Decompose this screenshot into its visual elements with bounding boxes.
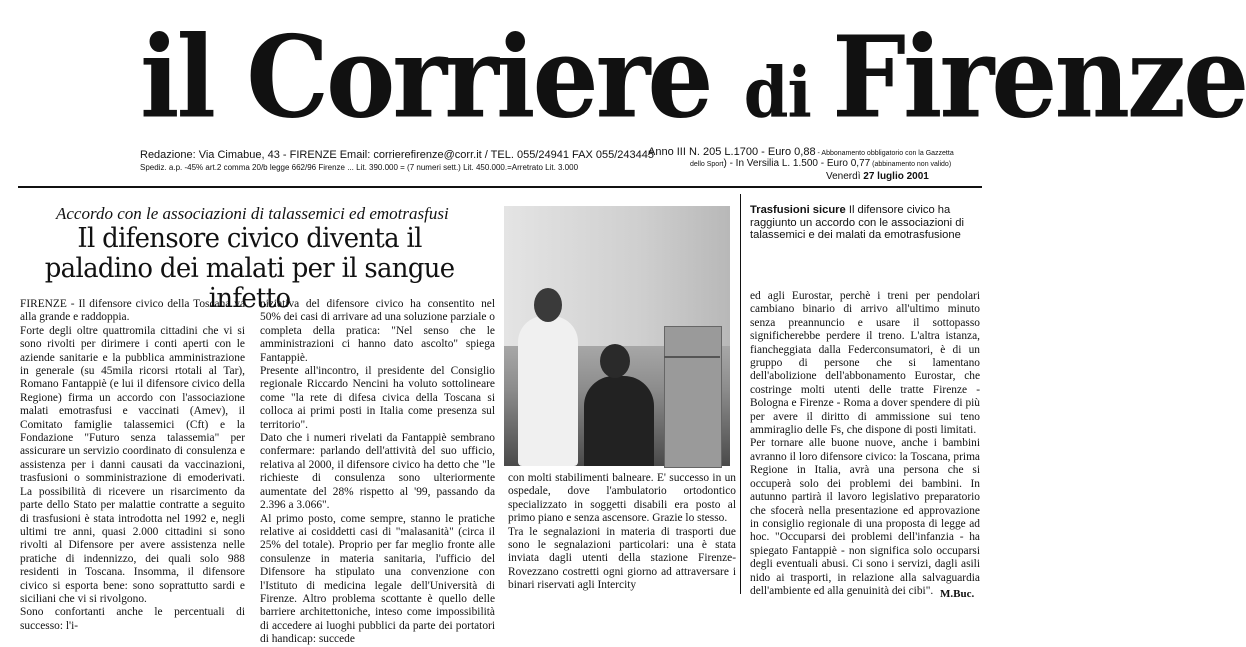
photo-nurse-head bbox=[534, 288, 562, 322]
paragraph: ed agli Eurostar, perchè i treni per pendolari cambiano binario di arrivo all'ultimo minuto senza preannuncio e usare il sottopasso significherebbe perdere il treno. L'altra istanza, fiancheggiata dalla Federconsumatori, è di un gruppo di persone che si lamentano dell'abolizione dell'abbonamento Eurostar, che costringe molti utenti delle tratte Firenze - Bologna e Firenze - Roma a dover spendere di più per avere il diritto di ammissione sui teno ammiraglio delle Fs, che dispone di posti limitati. bbox=[750, 290, 980, 437]
paragraph: con molti stabilimenti balneare. E' successo in un ospedale, dove l'ambulatorio ortodontico specializzato in soggetti disabili era posto al primo piano e senza ascensore. Grazie lo stesso. bbox=[508, 472, 736, 525]
photo-patient bbox=[584, 376, 654, 466]
issue-info bbox=[648, 146, 954, 158]
paragraph: Dato che i numeri rivelati da Fantappiè sembrano confermare: parlando dell'attività del suo ufficio, relativa al 2000, il difensore civico ha detto che "le richieste di consulenza sono ulteriormente aumentate del 28% rispetto al '99, passando da 2.396 a 3.066". bbox=[260, 432, 495, 512]
issue-date-value: 27 luglio 2001 bbox=[863, 171, 929, 182]
article-column-4 bbox=[750, 290, 980, 598]
issue-note-2: dello Sport bbox=[690, 161, 724, 168]
masthead-part1: il Corriere bbox=[140, 10, 744, 144]
article-photo bbox=[504, 206, 730, 466]
masthead-part3: Firenze bbox=[832, 10, 1246, 144]
issue-note: - Abbonamento obbligatorio con la Gazzetta bbox=[815, 150, 954, 157]
paragraph: Al primo posto, come sempre, stanno le pratiche relative ai cosiddetti casi di "malasanità" (circa il 25% del totale). Proprio per far meglio fronte alle consulenze in materia sanitaria, l'ufficio del Difensore ha stipulato una convenzione con l'Istituto di medicina legale dell'Università di Firenze. Altro problema scottante è quello delle barriere architettoniche, inteso come impossibilità di accedere ai luoghi pubblici da parte dei portatori di handicap: succede bbox=[260, 512, 495, 646]
paragraph: Forte degli oltre quattromila cittadini che vi si sono rivolti per dirimere i conti aperti con le aziende sanitarie e la pubblica amministrazione in generale (su 45mila ricorsi rtotali al Tar), Romano Fantappiè (e lui il difensore civico della Regione) firma un accordo con l'associazione malati emotrasfusi e vaccinati (Amev), il Comitato famiglie talassemici (Cft) e la Fondazione "Futuro senza talassemia" per assicurare un servizio coordinato di consulenza e assistenza per i danni causati da vaccinazioni, trasfusioni o somministrazione di emoderivati. La possibilità di ricevere un risarcimento da parte dello Stato per malattie contratte a seguito di trasfusioni è stata introdotta nel 1992 e, negli ultimi tre anni, quasi 2.000 cittadini si sono rivolti al Difensore per avere assistenza nelle pratiche di indennizzo, dei quali solo 988 residenti in Toscana. Insomma, il difensore civico si esporta bene: sono soprattutto sardi e siciliani che vi si rivolgono. bbox=[20, 324, 245, 605]
redazione-line: Redazione: Via Cimabue, 43 - FIRENZE Email: corrierefirenze@corr.it / TEL. 055/24941 FAX 055/243445 bbox=[140, 149, 654, 161]
masthead bbox=[140, 2, 1246, 153]
paragraph: Per tornare alle buone nuove, anche i bambini avranno il loro difensore civico: la Toscana, prima Regione in Italia, avrà una persona che si occuperà solo dei problemi dei bambini. In autunno partirà il lavoro legislativo preparatorio che sfocerà nella presentazione ed approvazione in consiglio regionale di una proposta di legge ad hoc. "Occuparsi dei problemi dell'infanzia - ha spiegato Fantappiè - non significa solo occuparsi degli eventuali abusi. Ci sono i servizi, dagli asili nido ai trasporti, in relazione alla salvaguardia dell'ambiente ed alla genuinità dei cibi". bbox=[750, 437, 980, 597]
paragraph: FIRENZE - Il difensore civico della Toscana va alla grande e raddoppia. bbox=[20, 298, 245, 324]
paragraph: Tra le segnalazioni in materia di trasporti due sono le segnalazioni particolari: una è stata inviata dagli utenti della stazione Firenze-Rovezzano costretti ogni giorno ad attraversare i binari riservati agli Intercity bbox=[508, 525, 736, 592]
article-column-3 bbox=[508, 472, 736, 593]
photo-patient-head bbox=[600, 344, 630, 378]
photo-shelf bbox=[664, 356, 720, 358]
article-column-1 bbox=[20, 298, 245, 633]
sidebar-summary bbox=[750, 204, 978, 242]
issue-versilia: ) - In Versilia L. 1.500 - Euro 0,77 bbox=[723, 158, 871, 169]
paragraph: Sono confortanti anche le percentuali di successo: l'i- bbox=[20, 606, 245, 632]
photo-nurse bbox=[518, 316, 578, 466]
spedizione-line: Spediz. a.p. -45% art.2 comma 20/b legge 662/96 Firenze ... Lit. 390.000 = (7 numeri sett.) Lit. 450.000.=Arretrato Lit. 3.000 bbox=[140, 163, 579, 172]
photo-machine bbox=[664, 326, 722, 468]
issue-tail: (abbinamento non valido) bbox=[870, 161, 952, 168]
sidebar-title: Trasfusioni sicure bbox=[750, 204, 846, 216]
issue-weekday: Venerdì bbox=[826, 171, 864, 182]
sidebar-text: Il difensore civico ha raggiunto un accordo con le associazioni di talassemici e dei malati da emotrasfusione bbox=[750, 204, 964, 242]
article-headline: Il difensore civico diventa il paladino dei malati per il sangue infetto bbox=[44, 223, 455, 314]
article-column-2 bbox=[260, 298, 495, 647]
paragraph: niziativa del difensore civico ha consentito nel 50% dei casi di arrivare ad una soluzione parziale o completa della pratica: "Nel senso che le amministrazioni ci hanno dato ascolto" spiega Fantappiè. bbox=[260, 298, 495, 364]
issue-info-2 bbox=[690, 158, 951, 169]
column-rule bbox=[740, 194, 741, 594]
header-rule bbox=[18, 186, 982, 188]
article-signature: M.Buc. bbox=[940, 588, 975, 600]
paragraph: Presente all'incontro, il presidente del Consiglio regionale Riccardo Nencini ha voluto sottolineare come "la rete di difesa civica della Toscana si colloca ai primi posti in Italia come presenza sul territorio". bbox=[260, 365, 495, 431]
issue-price: Anno III N. 205 L.1700 - Euro 0,88 bbox=[648, 146, 816, 158]
article-kicker: Accordo con le associazioni di talassemici ed emotrasfusi bbox=[56, 204, 449, 223]
masthead-part2: di bbox=[743, 52, 833, 134]
issue-date bbox=[826, 171, 929, 182]
